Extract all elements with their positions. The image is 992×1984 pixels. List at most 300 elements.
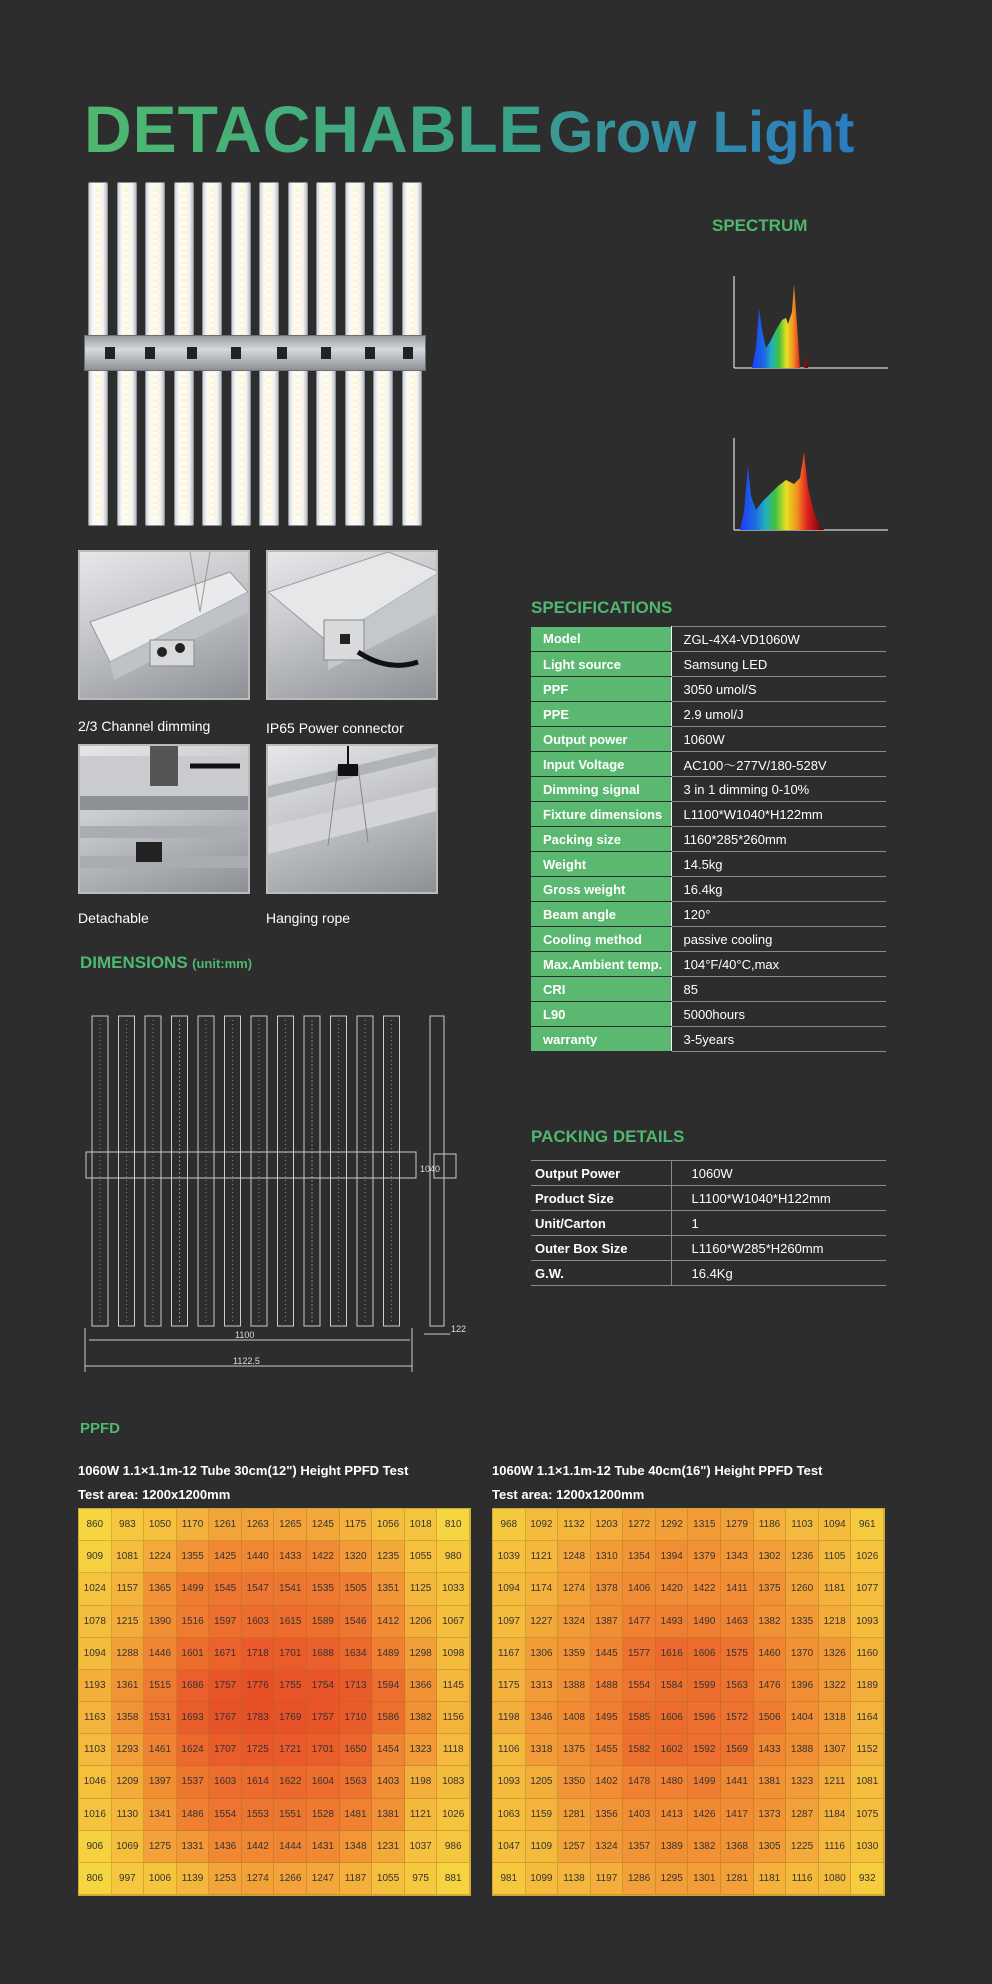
feature-caption: Hanging rope: [266, 910, 351, 926]
ppfd-cell: 1375: [754, 1573, 787, 1605]
ppfd-cell: 1489: [372, 1638, 405, 1670]
drawing-bar: [225, 1016, 241, 1326]
ppfd-cell: 1263: [242, 1509, 275, 1541]
ppfd-cell: 1026: [437, 1799, 470, 1831]
page-title: [84, 92, 855, 166]
ppfd-cell: 1266: [274, 1863, 307, 1895]
ppfd-cell: 1440: [242, 1541, 275, 1573]
title-part2: Grow Light: [548, 100, 855, 165]
ppfd-cell: 1245: [307, 1509, 340, 1541]
ppfd-cell: 980: [437, 1541, 470, 1573]
packing-heading: PACKING DETAILS: [531, 1127, 685, 1146]
ppfd-cell: 1606: [688, 1638, 721, 1670]
spec-value: AC100～277V/180-528V: [671, 752, 886, 777]
ppfd-cell: 1116: [819, 1831, 852, 1863]
ppfd-cell: 1092: [526, 1509, 559, 1541]
ppfd-cell: 1050: [144, 1509, 177, 1541]
ppfd-cell: 1480: [656, 1766, 689, 1798]
ppfd-cell: 1575: [721, 1638, 754, 1670]
spec-key: Gross weight: [531, 877, 671, 902]
ppfd-cell: 1553: [242, 1799, 275, 1831]
ppfd-cell: 1417: [721, 1799, 754, 1831]
packing-value: 1060W: [671, 1161, 886, 1186]
ppfd-cell: 1093: [851, 1606, 884, 1638]
ppfd-cell: 1106: [493, 1734, 526, 1766]
packing-key: Output Power: [531, 1161, 671, 1186]
ppfd-cell: 806: [79, 1863, 112, 1895]
packing-row: [531, 1261, 886, 1286]
ppfd-cell: 1390: [144, 1606, 177, 1638]
feature-image-channel-dimming: [78, 550, 250, 700]
spec-row: [531, 902, 886, 927]
ppfd-cell: 1486: [177, 1799, 210, 1831]
ppfd-cell: 1181: [819, 1573, 852, 1605]
ppfd-cell: 1265: [274, 1509, 307, 1541]
ppfd-cell: 1163: [79, 1702, 112, 1734]
ppfd-cell: 1175: [340, 1509, 373, 1541]
spec-value: 14.5kg: [671, 852, 886, 877]
ppfd-cell: 1757: [209, 1670, 242, 1702]
ppfd-cell: 1361: [112, 1670, 145, 1702]
ppfd-cell: 1055: [372, 1863, 405, 1895]
specifications-heading: SPECIFICATIONS: [531, 598, 673, 617]
ppfd-cell: 1275: [144, 1831, 177, 1863]
ppfd-cell: 981: [493, 1863, 526, 1895]
ppfd-cell: 1594: [372, 1670, 405, 1702]
ppfd-cell: 1505: [340, 1573, 373, 1605]
ppfd-cell: 1441: [721, 1766, 754, 1798]
ppfd-cell: 1069: [112, 1831, 145, 1863]
packing-key: Outer Box Size: [531, 1236, 671, 1261]
ppfd-cell: 1310: [591, 1541, 624, 1573]
ppfd-cell: 1604: [307, 1766, 340, 1798]
ppfd-cell: 1596: [688, 1702, 721, 1734]
ppfd-cell: 1302: [754, 1541, 787, 1573]
spec-row: [531, 727, 886, 752]
ppfd-cell: 1274: [242, 1863, 275, 1895]
ppfd-cell: 1298: [405, 1638, 438, 1670]
ppfd-cell: 1224: [144, 1541, 177, 1573]
ppfd-cell: 1776: [242, 1670, 275, 1702]
ppfd-cell: 1365: [144, 1573, 177, 1605]
ppfd-cell: 1081: [851, 1766, 884, 1798]
ppfd-cell: 1301: [688, 1863, 721, 1895]
spec-key: Input Voltage: [531, 752, 671, 777]
ppfd-cell: 1094: [819, 1509, 852, 1541]
ppfd-cell: 1603: [242, 1606, 275, 1638]
ppfd-cell: 1315: [688, 1509, 721, 1541]
spec-key: Beam angle: [531, 902, 671, 927]
spec-row: [531, 802, 886, 827]
ppfd-cell: 1406: [623, 1573, 656, 1605]
packing-row: [531, 1236, 886, 1261]
ppfd-cell: 1535: [307, 1573, 340, 1605]
ppfd-cell: 881: [437, 1863, 470, 1895]
ppfd-cell: 1318: [526, 1734, 559, 1766]
spec-row: [531, 777, 886, 802]
ppfd-cell: 1198: [493, 1702, 526, 1734]
ppfd-cell: 932: [851, 1863, 884, 1895]
feature-image-detachable: [78, 744, 250, 894]
ppfd-cell: 1693: [177, 1702, 210, 1734]
ppfd-cell: 1547: [242, 1573, 275, 1605]
ppfd-cell: 1354: [623, 1541, 656, 1573]
spec-row: [531, 1002, 886, 1027]
ppfd-cell: 1545: [209, 1573, 242, 1605]
ppfd-cell: 1382: [754, 1606, 787, 1638]
drawing-bar: [357, 1016, 373, 1326]
ppfd-cell: 1215: [112, 1606, 145, 1638]
ppfd-cell: 1313: [526, 1670, 559, 1702]
ppfd-cell: 1037: [405, 1831, 438, 1863]
ppfd-cell: 1132: [558, 1509, 591, 1541]
crossbar: [84, 335, 426, 371]
ppfd-cell: 1601: [177, 1638, 210, 1670]
ppfd-cell: 1030: [851, 1831, 884, 1863]
ppfd-cell: 997: [112, 1863, 145, 1895]
spec-key: Max.Ambient temp.: [531, 952, 671, 977]
ppfd-cell: 1422: [307, 1541, 340, 1573]
ppfd-cell: 1235: [372, 1541, 405, 1573]
dimensions-title: DIMENSIONS: [80, 953, 188, 972]
ppfd-cell: 1139: [177, 1863, 210, 1895]
spec-row: [531, 652, 886, 677]
ppfd-cell: 1721: [274, 1734, 307, 1766]
ppfd-cell: 1055: [405, 1541, 438, 1573]
ppfd-cell: 1306: [526, 1638, 559, 1670]
ppfd-cell: 1403: [372, 1766, 405, 1798]
ppfd-cell: 1445: [591, 1638, 624, 1670]
spec-value: 3050 umol/S: [671, 677, 886, 702]
ppfd-cell: 1455: [591, 1734, 624, 1766]
ppfd-cell: 1193: [79, 1670, 112, 1702]
ppfd-cell: 1671: [209, 1638, 242, 1670]
ppfd-cell: 1710: [340, 1702, 373, 1734]
ppfd-cell: 1554: [209, 1799, 242, 1831]
ppfd-cell: 1326: [819, 1638, 852, 1670]
ppfd-cell: 1103: [786, 1509, 819, 1541]
ppfd-cell: 975: [405, 1863, 438, 1895]
ppfd-cell: 1138: [558, 1863, 591, 1895]
spectrum-heading: SPECTRUM: [712, 216, 808, 235]
ppfd-cell: 1460: [754, 1638, 787, 1670]
spec-key: Output power: [531, 727, 671, 752]
ppfd-cell: 1281: [558, 1799, 591, 1831]
ppfd-cell: 1167: [493, 1638, 526, 1670]
ppfd-cell: 1615: [274, 1606, 307, 1638]
ppfd-cell: 1063: [493, 1799, 526, 1831]
ppfd-cell: 1103: [79, 1734, 112, 1766]
ppfd-cell: 1592: [688, 1734, 721, 1766]
ppfd-cell: 1650: [340, 1734, 373, 1766]
ppfd-cell: 1145: [437, 1670, 470, 1702]
dim-depth: 122: [451, 1324, 467, 1334]
ppfd-cell: 1359: [558, 1638, 591, 1670]
ppfd-cell: 1024: [79, 1573, 112, 1605]
packing-row: [531, 1186, 886, 1211]
ppfd-cell: 1184: [819, 1799, 852, 1831]
ppfd-cell: 1569: [721, 1734, 754, 1766]
ppfd-cell: 1295: [656, 1863, 689, 1895]
ppfd-cell: 1422: [688, 1573, 721, 1605]
ppfd-cell: 1346: [526, 1702, 559, 1734]
ppfd-cell: 1402: [591, 1766, 624, 1798]
ppfd-cell: 1324: [558, 1606, 591, 1638]
ppfd-cell: 1388: [786, 1734, 819, 1766]
spec-row: [531, 927, 886, 952]
ppfd-cell: 1707: [209, 1734, 242, 1766]
ppfd-cell: 1248: [558, 1541, 591, 1573]
ppfd-cell: 1181: [754, 1863, 787, 1895]
ppfd-cell: 1446: [144, 1638, 177, 1670]
ppfd-cell: 1175: [493, 1670, 526, 1702]
spectrum-chart-1: [720, 268, 898, 380]
ppfd-cell: 1433: [754, 1734, 787, 1766]
ppfd-cell: 1379: [688, 1541, 721, 1573]
ppfd-cell: 906: [79, 1831, 112, 1863]
ppfd-cell: 1056: [372, 1509, 405, 1541]
dimensions-heading: [80, 953, 252, 973]
ppfd-cell: 1616: [656, 1638, 689, 1670]
spec-key: Cooling method: [531, 927, 671, 952]
ppfd-cell: 1033: [437, 1573, 470, 1605]
ppfd-cell: 1125: [405, 1573, 438, 1605]
ppfd-cell: 1396: [786, 1670, 819, 1702]
ppfd-cell: 1606: [656, 1702, 689, 1734]
ppfd-cell: 1373: [754, 1799, 787, 1831]
spectrum-chart-2: [720, 430, 898, 542]
ppfd-cell: 1357: [623, 1831, 656, 1863]
ppfd-cell: 961: [851, 1509, 884, 1541]
ppfd-cell: 983: [112, 1509, 145, 1541]
spec-value: Samsung LED: [671, 652, 886, 677]
packing-table: [531, 1160, 886, 1286]
ppfd-cell: 1118: [437, 1734, 470, 1766]
ppfd-cell: 1528: [307, 1799, 340, 1831]
ppfd-cell: 1227: [526, 1606, 559, 1638]
ppfd-cell: 1585: [623, 1702, 656, 1734]
ppfd-cell: 1551: [274, 1799, 307, 1831]
ppfd-cell: 1713: [340, 1670, 373, 1702]
ppfd-cell: 1206: [405, 1606, 438, 1638]
ppfd-cell: 1203: [591, 1509, 624, 1541]
dim-height: 1040: [420, 1164, 441, 1174]
ppfd-cell: 1077: [851, 1573, 884, 1605]
drawing-bar: [119, 1016, 135, 1326]
ppfd-cell: 1335: [786, 1606, 819, 1638]
ppfd-heading: PPFD: [80, 1420, 121, 1437]
ppfd-cell: 1274: [558, 1573, 591, 1605]
ppfd-cell: 1389: [656, 1831, 689, 1863]
ppfd-cell: 1109: [526, 1831, 559, 1863]
ppfd-cell: 1324: [591, 1831, 624, 1863]
ppfd-cell: 1381: [372, 1799, 405, 1831]
drawing-bar: [251, 1016, 267, 1326]
ppfd-cell: 1490: [688, 1606, 721, 1638]
ppfd-cell: 1350: [558, 1766, 591, 1798]
ppfd-cell: 1515: [144, 1670, 177, 1702]
ppfd-cell: 1701: [307, 1734, 340, 1766]
spec-value: 3 in 1 dimming 0-10%: [671, 777, 886, 802]
ppfd-cell: 1767: [209, 1702, 242, 1734]
spec-value: L1100*W1040*H122mm: [671, 802, 886, 827]
ppfd-cell: 1018: [405, 1509, 438, 1541]
ppfd-cell: 1411: [721, 1573, 754, 1605]
spec-value: passive cooling: [671, 927, 886, 952]
feature-caption: IP65 Power connector: [266, 720, 404, 736]
spec-value: 3-5years: [671, 1027, 886, 1052]
dimensions-drawing: [80, 1008, 480, 1378]
ppfd-cell: 1368: [721, 1831, 754, 1863]
spec-key: Fixture dimensions: [531, 802, 671, 827]
ppfd-cell: 1381: [754, 1766, 787, 1798]
ppfd-cell: 1431: [307, 1831, 340, 1863]
spec-key: Light source: [531, 652, 671, 677]
ppfd-heatmap-30cm: [78, 1508, 471, 1896]
spec-key: warranty: [531, 1027, 671, 1052]
ppfd-cell: 1433: [274, 1541, 307, 1573]
spec-value: 2.9 umol/J: [671, 702, 886, 727]
ppfd-cell: 1348: [340, 1831, 373, 1863]
ppfd-cell: 1614: [242, 1766, 275, 1798]
ppfd-cell: 1584: [656, 1670, 689, 1702]
spec-row: [531, 1027, 886, 1052]
ppfd-cell: 860: [79, 1509, 112, 1541]
ppfd-cell: 1425: [209, 1541, 242, 1573]
ppfd-cell: 1323: [786, 1766, 819, 1798]
ppfd-cell: 1174: [526, 1573, 559, 1605]
ppfd-cell: 909: [79, 1541, 112, 1573]
ppfd-cell: 1624: [177, 1734, 210, 1766]
ppfd-cell: 1499: [177, 1573, 210, 1605]
drawing-bar: [304, 1016, 320, 1326]
ppfd-cell: 1026: [851, 1541, 884, 1573]
ppfd-cell: 1253: [209, 1863, 242, 1895]
ppfd-heatmap-40cm: [492, 1508, 885, 1896]
spec-key: L90: [531, 1002, 671, 1027]
ppfd-cell: 1281: [721, 1863, 754, 1895]
ppfd-cell: 1099: [526, 1863, 559, 1895]
ppfd-cell: 1382: [405, 1702, 438, 1734]
ppfd-cell: 1323: [405, 1734, 438, 1766]
ppfd-cell: 1769: [274, 1702, 307, 1734]
spec-value: 1160*285*260mm: [671, 827, 886, 852]
ppfd-cell: 968: [493, 1509, 526, 1541]
spec-row: [531, 977, 886, 1002]
ppfd-cell: 1157: [112, 1573, 145, 1605]
ppfd-cell: 1322: [819, 1670, 852, 1702]
ppfd-cell: 1481: [340, 1799, 373, 1831]
ppfd-cell: 1404: [786, 1702, 819, 1734]
spec-key: PPE: [531, 702, 671, 727]
spec-row: [531, 677, 886, 702]
feature-image-hanging-rope: [266, 744, 438, 894]
packing-value: L1100*W1040*H122mm: [671, 1186, 886, 1211]
ppfd-cell: 1688: [307, 1638, 340, 1670]
ppfd-cell: 1286: [623, 1863, 656, 1895]
ppfd-cell: 1461: [144, 1734, 177, 1766]
ppfd-cell: 1397: [144, 1766, 177, 1798]
ppfd-cell: 810: [437, 1509, 470, 1541]
ppfd-cell: 1288: [112, 1638, 145, 1670]
ppfd-cell: 1211: [819, 1766, 852, 1798]
ppfd-cell: 1686: [177, 1670, 210, 1702]
ppfd-cell: 1198: [405, 1766, 438, 1798]
spec-key: Dimming signal: [531, 777, 671, 802]
ppfd-cell: 1121: [405, 1799, 438, 1831]
ppfd-cell: 1442: [242, 1831, 275, 1863]
ppfd-cell: 1305: [754, 1831, 787, 1863]
ppfd-cell: 1164: [851, 1702, 884, 1734]
ppfd-cell: 1701: [274, 1638, 307, 1670]
ppfd-cell: 1541: [274, 1573, 307, 1605]
drawing-bar: [331, 1016, 347, 1326]
ppfd-cell: 1537: [177, 1766, 210, 1798]
ppfd-cell: 1105: [819, 1541, 852, 1573]
ppfd-cell: 1454: [372, 1734, 405, 1766]
ppfd-cell: 1413: [656, 1799, 689, 1831]
ppfd-cell: 1755: [274, 1670, 307, 1702]
ppfd-cell: 1358: [112, 1702, 145, 1734]
ppfd-test-area: Test area: 1200x1200mm: [492, 1487, 645, 1502]
ppfd-cell: 1341: [144, 1799, 177, 1831]
ppfd-cell: 1152: [851, 1734, 884, 1766]
ppfd-cell: 1121: [526, 1541, 559, 1573]
ppfd-cell: 1083: [437, 1766, 470, 1798]
spec-key: CRI: [531, 977, 671, 1002]
ppfd-test-area: Test area: 1200x1200mm: [78, 1487, 231, 1502]
ppfd-cell: 1293: [112, 1734, 145, 1766]
ppfd-cell: 1387: [591, 1606, 624, 1638]
ppfd-cell: 1279: [721, 1509, 754, 1541]
ppfd-cell: 1187: [340, 1863, 373, 1895]
ppfd-cell: 986: [437, 1831, 470, 1863]
ppfd-cell: 1160: [851, 1638, 884, 1670]
ppfd-cell: 1634: [340, 1638, 373, 1670]
ppfd-cell: 1272: [623, 1509, 656, 1541]
spec-value: 120°: [671, 902, 886, 927]
ppfd-cell: 1320: [340, 1541, 373, 1573]
spec-row: [531, 627, 886, 652]
packing-row: [531, 1211, 886, 1236]
ppfd-cell: 1016: [79, 1799, 112, 1831]
ppfd-cell: 1292: [656, 1509, 689, 1541]
ppfd-cell: 1478: [623, 1766, 656, 1798]
ppfd-cell: 1622: [274, 1766, 307, 1798]
ppfd-cell: 1495: [591, 1702, 624, 1734]
ppfd-cell: 1572: [721, 1702, 754, 1734]
ppfd-cell: 1205: [526, 1766, 559, 1798]
spec-value: 16.4kg: [671, 877, 886, 902]
packing-value: 16.4Kg: [671, 1261, 886, 1286]
ppfd-cell: 1247: [307, 1863, 340, 1895]
ppfd-cell: 1603: [209, 1766, 242, 1798]
spec-row: [531, 752, 886, 777]
ppfd-cell: 1159: [526, 1799, 559, 1831]
spec-key: Weight: [531, 852, 671, 877]
ppfd-cell: 1477: [623, 1606, 656, 1638]
ppfd-cell: 1116: [786, 1863, 819, 1895]
dim-width-inner: 1100: [235, 1330, 255, 1340]
ppfd-cell: 1156: [437, 1702, 470, 1734]
ppfd-cell: 1078: [79, 1606, 112, 1638]
ppfd-cell: 1370: [786, 1638, 819, 1670]
feature-caption: Detachable: [78, 910, 149, 926]
spec-value: 1060W: [671, 727, 886, 752]
drawing-bar: [278, 1016, 294, 1326]
drawing-bar: [92, 1016, 108, 1326]
packing-value: 1: [671, 1211, 886, 1236]
